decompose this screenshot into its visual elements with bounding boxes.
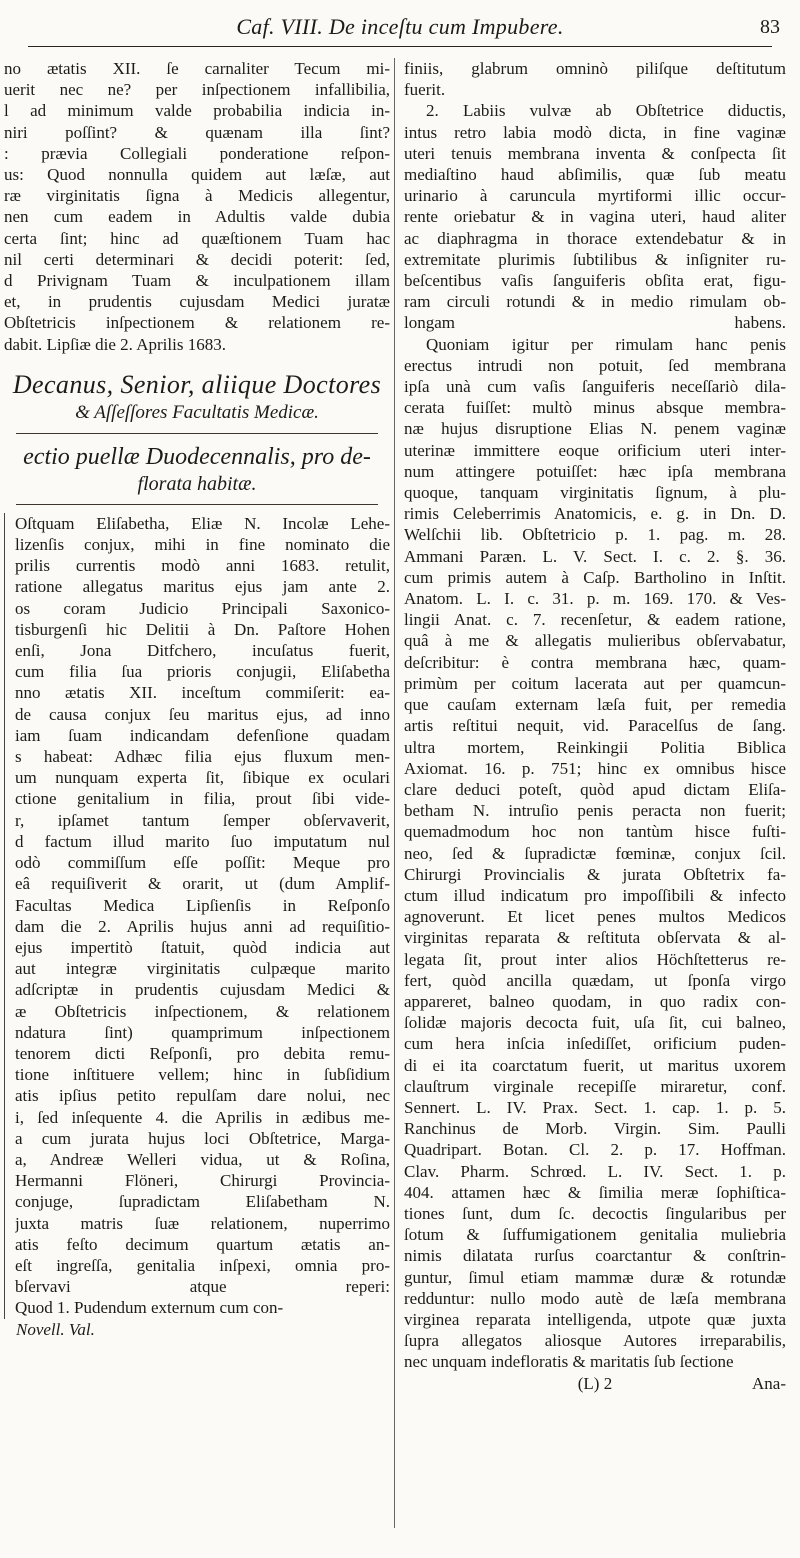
- section-subheading: florata habitæ.: [137, 472, 257, 495]
- text-line: clare deduci poteſt, quòd apud dictam Eliſa-: [404, 779, 786, 799]
- text-line: Sennert. L. IV. Prax. Sect. 1. cap. 1. p. 5.: [404, 1097, 786, 1117]
- text-line: betham N. intruſio penis peracta non fuerit;: [404, 801, 786, 821]
- text-line: di ei ita coarctatum fuerit, ut maritus uxorem: [404, 1055, 786, 1075]
- text-line: aut integræ virginitatis culpæque marito: [15, 959, 390, 979]
- text-line: ejus impertitò ſtatuit, quòd indicia aut: [15, 937, 390, 957]
- text-line: ræ virginitatis ſigna à Medicis allegentur,: [4, 186, 390, 206]
- text-line: ſupra allegatos aliosque Autores irreparabilis,: [404, 1331, 786, 1351]
- text-line: quâ à me & allegatis mulieribus obſervabatur,: [404, 631, 786, 651]
- text-line: eâ requiſiverit & orarit, ut (dum Amplif-: [15, 874, 390, 894]
- signature-block: [4, 369, 390, 425]
- text-line: ultra mortem, Reinkingii Politia Biblica: [404, 737, 786, 757]
- text-line: legata ſit, prout inter alios Höchſtetterus re-: [404, 949, 786, 969]
- text-line: d Privignam Tuam & inculpationem illam: [4, 271, 390, 291]
- text-line: tisburgenſi hic Delitii à Dn. Paſtore Hohen: [15, 619, 390, 639]
- text-line: atis ipſius petito repulſam dare nolui, nec: [15, 1086, 390, 1106]
- text-line: que cauſam externam læſa fuit, per remedia: [404, 695, 786, 715]
- text-line: Ranchinus de Morb. Virgin. Sim. Paulli: [404, 1119, 786, 1139]
- text-line: ctum illud indicatum pro impoſſibili & infecto: [404, 885, 786, 905]
- text-line: uerit nec ne? per inſpectionem infallibilia,: [4, 80, 390, 100]
- text-line: bſervavi atque reperi:: [15, 1277, 390, 1297]
- text-line: nimis dilatata rurſus coarctantur & conſtrin-: [404, 1246, 786, 1266]
- page-number: 83: [760, 16, 780, 38]
- text-line: uteri tenuis membrana inventa & conſpecta ſit: [404, 143, 786, 163]
- text-line: de causa conjux ſeu maritus ejus, ad inno: [15, 704, 390, 724]
- text-line: conjuge, ſupradictam Eliſabetham N.: [15, 1192, 390, 1212]
- catchword-right: Ana-: [752, 1373, 786, 1393]
- text-line: eſt ingreſſa, genitalia inſpexi, omnia pro-: [15, 1255, 390, 1275]
- text-line: æ Obſtetricis inſpectionem, & relationem: [15, 1001, 390, 1021]
- text-line: Clav. Pharm. Schrœd. L. IV. Sect. 1. p.: [404, 1161, 786, 1181]
- text-line: mediaſtino haud abſimilis, quæ ſub meatu: [404, 165, 786, 185]
- left-column: [0, 58, 390, 1340]
- text-line: virginitas reparata & reſtituta obſervata & al-: [404, 928, 786, 948]
- text-line: Chirurgi Provincialis & jurata Obſtetrix fa-: [404, 864, 786, 884]
- text-line: cum hera inſcia inſediſſet, orificium puden-: [404, 1034, 786, 1054]
- text-line: num attingere potuiſſet: hæc ipſa membrana: [404, 461, 786, 481]
- text-line: : prævia Collegiali ponderatione reſpon-: [4, 143, 390, 163]
- text-line: Anatom. L. I. c. 31. p. m. 169. 170. & Ves-: [404, 589, 786, 609]
- text-line: rente oriebatur & in vagina uteri, haud aliter: [404, 207, 786, 227]
- page-header: [0, 10, 800, 50]
- text-line: Welſchii lib. Obſtetricio p. 1. pag. m. 28.: [404, 525, 786, 545]
- text-line: beſcentibus vaſis ſanguiferis obſita erat, figu-: [404, 271, 786, 291]
- text-line: primùm per coitum lacerata aut per quamcun-: [404, 673, 786, 693]
- text-line: quoque, tanquam virginitatis ſignum, à plu-: [404, 483, 786, 503]
- text-line: fuerit.: [404, 80, 446, 100]
- paragraph-findings: [404, 58, 786, 1373]
- text-line: deſcribitur: è contra membrana hæc, quam-: [404, 652, 786, 672]
- text-line: a cum jurata hujus loci Obſtetrice, Marga-: [15, 1128, 390, 1148]
- text-line: neo, ſed & ſupradictæ fœminæ, conjux ſcil.: [404, 843, 786, 863]
- text-line: Quoniam igitur per rimulam hanc penis: [426, 334, 786, 354]
- text-line: cum primis autem à Caſp. Bartholino in Inſtit.: [404, 567, 786, 587]
- text-line: ac diaphragma in thorace extendebatur & in: [404, 228, 786, 248]
- text-line: Oſtquam Eliſabetha, Eliæ N. Incolæ Lehe-: [15, 513, 390, 533]
- text-line: guntur, ſimul etiam mammæ duræ & rotundæ: [404, 1267, 786, 1287]
- section-heading-block: [4, 442, 390, 496]
- text-line: et, in prudentis cujusdam Medici juratæ: [4, 292, 390, 312]
- text-line: odò commiſſum eſſe poſſit: Meque pro: [15, 853, 390, 873]
- section-separator-lower: [16, 504, 378, 505]
- text-line: r, ipſamet tantum ſemper obſervaverit,: [15, 810, 390, 830]
- text-line: enſi, Jona Ditfchero, incuſatus fuerit,: [15, 641, 390, 661]
- signature-mark: (L) 2: [577, 1373, 613, 1393]
- text-line: niri poſſint? & quænam illa ſint?: [4, 122, 390, 142]
- text-line: 404. attamen hæc & ſimilia meræ ſophiſtica-: [404, 1182, 786, 1202]
- text-line: ſolidæ majoris decocta fuit, uſa ſit, cui balneo,: [404, 1013, 786, 1033]
- text-line: certa ſint; hinc ad quæſtionem Tuam hac: [4, 228, 390, 248]
- text-line: juxta matris ſuæ relationem, nuperrimo: [15, 1213, 390, 1233]
- text-line: dam die 2. Aprilis hujus anni ad requiſitio-: [15, 916, 390, 936]
- text-line: Quod 1. Pudendum externum cum con-: [15, 1298, 284, 1318]
- text-line: ndatura ſint) quamprimum inſpectionem: [15, 1022, 390, 1042]
- text-line: prilis currentis modò anni 1683. retulit,: [15, 556, 390, 576]
- text-line: quemadmodum hoc non tantùm hisce fuſti-: [404, 822, 786, 842]
- running-title: Caf. VIII. De inceſtu cum Impubere.: [236, 14, 564, 39]
- text-line: us: Quod nonnulla quidem aut læſæ, aut: [4, 165, 390, 185]
- text-line: os coram Judicio Principali Saxonico-: [15, 598, 390, 618]
- section-heading: ectio puellæ Duodecennalis, pro de-: [23, 443, 371, 470]
- signature-subheading: & Aſſeſſores Facultatis Medicæ.: [75, 401, 319, 423]
- paragraph-query: [4, 58, 390, 355]
- text-line: ratione allegatus maritus ejus jam ante 2.: [15, 577, 390, 597]
- text-line: iam ſuam indicandam defenſione quadam: [15, 725, 390, 745]
- column-divider: [394, 58, 395, 1528]
- text-line: a, Andreæ Welleri vidua, ut & Roſina,: [15, 1149, 390, 1169]
- text-line: ctione genitalium in filia, prout ſibi vide-: [15, 789, 390, 809]
- text-line: adſcriptæ in prudentis cujusdam Medici &: [15, 980, 390, 1000]
- text-line: l ad minimum valde probabilia indicia in-: [4, 101, 390, 121]
- signature-mark-row: [404, 1373, 786, 1394]
- text-line: dabit. Lipſiæ die 2. Aprilis 1683.: [4, 334, 226, 354]
- text-line: Quadripart. Botan. Cl. 2. p. 17. Hoffman.: [404, 1140, 786, 1160]
- text-line: ram circuli rotundi & in medio rimulam ob-: [404, 292, 786, 312]
- text-line: nno ætatis XII. inceſtum commiſerit: ea-: [15, 683, 390, 703]
- text-line: longam habens.: [404, 313, 786, 333]
- text-line: tiones ſunt, dum ſc. decoctis ſingularibus per: [404, 1203, 786, 1223]
- text-line: uterinæ immittere eoque orificium uteri inter-: [404, 440, 786, 460]
- text-line: Axiomat. 16. p. 751; hinc ex omnibus hisce: [404, 758, 786, 778]
- text-line: urinario à caruncula myrtiformi illic occur-: [404, 186, 786, 206]
- text-line: s habeat: Adhæc filia ejus fluxum men-: [15, 747, 390, 767]
- text-line: Ammani Paræn. L. V. Sect. I. c. 2. §. 36.: [404, 546, 786, 566]
- text-line: i, ſed inſequente 4. die Aprilis in ædibus me-: [15, 1107, 390, 1127]
- text-line: nen cum eadem in Adultis valde dubia: [4, 207, 390, 227]
- text-line: tenorem dicti Reſponſi, pro debita remu-: [15, 1043, 390, 1063]
- text-line: um nunquam experta ſit, ſibique ex oculari: [15, 768, 390, 788]
- text-line: atis feſto decimum quartum ætatis an-: [15, 1234, 390, 1254]
- paragraph-report: [4, 513, 390, 1319]
- text-line: artis reſtitui nequit, vid. Paracelſus de ſang.: [404, 716, 786, 736]
- text-line: rimis Celeberrimis Anatomicis, e. g. in Dn. D.: [404, 504, 786, 524]
- text-line: extremitate plurimis ſubtilibus & inſigniter ru-: [404, 249, 786, 269]
- header-rule: [28, 46, 772, 47]
- text-line: redduntur: nullo modo autè de læſa membrana: [404, 1288, 786, 1308]
- text-line: næ hujus disruptione Elias N. penem vaginæ: [404, 419, 786, 439]
- text-line: lingii Anat. c. 7. recenſetur, & eadem ratione,: [404, 610, 786, 630]
- text-line: appareret, balneo quodam, in quo radix con-: [404, 991, 786, 1011]
- text-line: no ætatis XII. ſe carnaliter Tecum mi-: [4, 59, 390, 78]
- text-line: cum filia ſua prioris conjugii, Eliſabetha: [15, 662, 390, 682]
- text-line: lizenſis conjux, mihi in fine nominato die: [15, 535, 390, 555]
- text-line: clauſtrum virginale recepiſſe miraretur, conf.: [404, 1076, 786, 1096]
- text-line: d factum illud marito ſuo imputatum nul: [15, 831, 390, 851]
- signature-heading: Decanus, Senior, aliique Doctores: [12, 369, 382, 399]
- text-line: tione inſtituere vellem; hinc in ſubſidium: [15, 1065, 390, 1085]
- text-line: erectus intrudi non potuit, ſed membrana: [404, 355, 786, 375]
- text-line: Obſtetricis inſpectionem & relationem re-: [4, 313, 390, 333]
- text-line: ſotum & ſuffumigationem genitalia muliebria: [404, 1225, 786, 1245]
- text-line: virginea reparata intelligenda, utpote quæ juxta: [404, 1309, 786, 1329]
- text-line: fert, quòd ancilla quædam, ut ſponſa virgo: [404, 970, 786, 990]
- text-line: 2. Labiis vulvæ ab Obſtetrice diductis,: [426, 101, 786, 121]
- text-line: cerata fuiſſet: multò minus absque membra-: [404, 398, 786, 418]
- text-line: nec unquam indefloratis & maritatis ſub ſectione: [404, 1352, 734, 1372]
- section-separator: [16, 433, 378, 434]
- text-line: intus retro labia modò dicta, in fine vaginæ: [404, 122, 786, 142]
- right-column: [404, 58, 786, 1394]
- catchword-left: Novell. Val.: [16, 1319, 95, 1339]
- text-line: Facultas Medica Lipſienſis in Reſponſo: [15, 895, 390, 915]
- text-line: ipſa unà cum vaſis ſanguiferis neceſſariò dila-: [404, 377, 786, 397]
- text-line: Hermanni Flöneri, Chirurgi Provincia-: [15, 1171, 390, 1191]
- text-line: finiis, glabrum omninò piliſque deſtitutum: [404, 59, 786, 78]
- text-line: agnoverunt. Et licet penes multos Medicos: [404, 907, 786, 927]
- text-line: nil certi determinari & decidi poterit: ſed,: [4, 249, 390, 269]
